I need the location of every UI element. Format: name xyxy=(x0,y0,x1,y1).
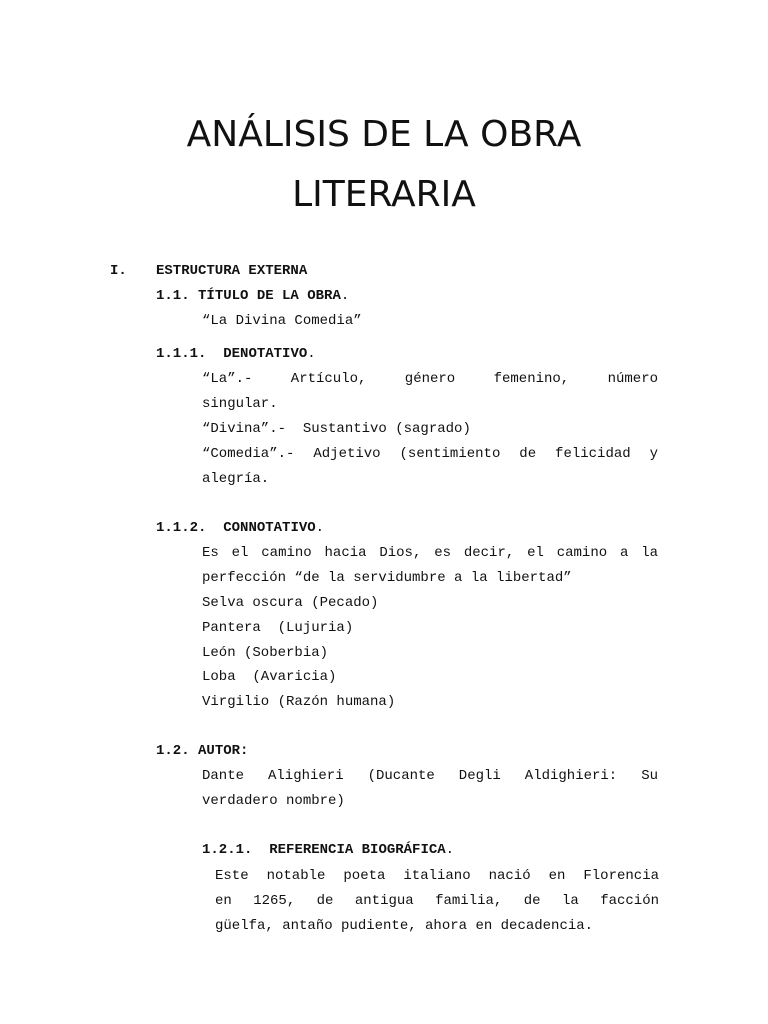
paragraph-line: singular. xyxy=(202,396,278,412)
heading-period: . xyxy=(307,346,316,362)
heading-period: . xyxy=(445,842,455,858)
subsection-1-1-1 xyxy=(156,342,316,367)
list-line: Pantera (Lujuria) xyxy=(202,620,354,636)
subsection-number: 1.1.1. xyxy=(156,346,207,362)
section-number: I. xyxy=(110,263,127,279)
list-line: Virgilio (Razón humana) xyxy=(202,694,396,710)
list-line: Selva oscura (Pecado) xyxy=(202,595,379,611)
paragraph-line: Dante Alighieri (Ducante Degli Aldighieri: Su xyxy=(202,768,658,784)
subsection-number: 1.1.2. xyxy=(156,520,207,536)
document-title-line-2: LITERARIA xyxy=(292,174,476,215)
subsection-heading: TÍTULO DE LA OBRA xyxy=(198,288,341,304)
subsection-1-2 xyxy=(156,739,248,764)
subsection-number: 1.2.1. xyxy=(202,842,253,858)
work-title-text: “La Divina Comedia” xyxy=(202,313,362,329)
subsection-heading: AUTOR: xyxy=(198,743,249,759)
subsection-1-1-2 xyxy=(156,516,324,541)
subsection-heading: REFERENCIA BIOGRÁFICA xyxy=(269,842,446,858)
heading-period: . xyxy=(340,288,350,304)
section-heading: ESTRUCTURA EXTERNA xyxy=(156,263,308,279)
paragraph-line: alegría. xyxy=(202,471,270,487)
subsection-number: 1.2. xyxy=(156,743,190,759)
list-line: Loba (Avaricia) xyxy=(202,669,337,685)
paragraph-line: Es el camino hacia Dios, es decir, el camino a la xyxy=(202,545,658,561)
paragraph-line: güelfa, antaño pudiente, ahora en decadencia. xyxy=(215,918,594,934)
subsection-1-2-1 xyxy=(202,838,454,863)
paragraph-line: en 1265, de antigua familia, de la facción xyxy=(215,893,659,909)
paragraph-line: perfección “de la servidumbre a la libertad” xyxy=(202,570,572,586)
heading-period: . xyxy=(315,520,325,536)
paragraph-line: “Divina”.- Sustantivo (sagrado) xyxy=(202,421,471,437)
paragraph-line: Este notable poeta italiano nació en Florencia xyxy=(215,868,659,884)
subsection-heading: CONNOTATIVO xyxy=(223,520,316,536)
document-title-line-1: ANÁLISIS DE LA OBRA xyxy=(186,114,582,155)
paragraph-line: “Comedia”.- Adjetivo (sentimiento de felicidad y xyxy=(202,446,658,462)
paragraph-line: “La”.- Artículo, género femenino, número xyxy=(202,371,658,387)
subsection-1-1 xyxy=(156,284,349,309)
list-line: León (Soberbia) xyxy=(202,645,329,661)
paragraph-line: verdadero nombre) xyxy=(202,793,345,809)
subsection-heading: DENOTATIVO xyxy=(223,346,308,362)
subsection-number: 1.1. xyxy=(156,288,190,304)
